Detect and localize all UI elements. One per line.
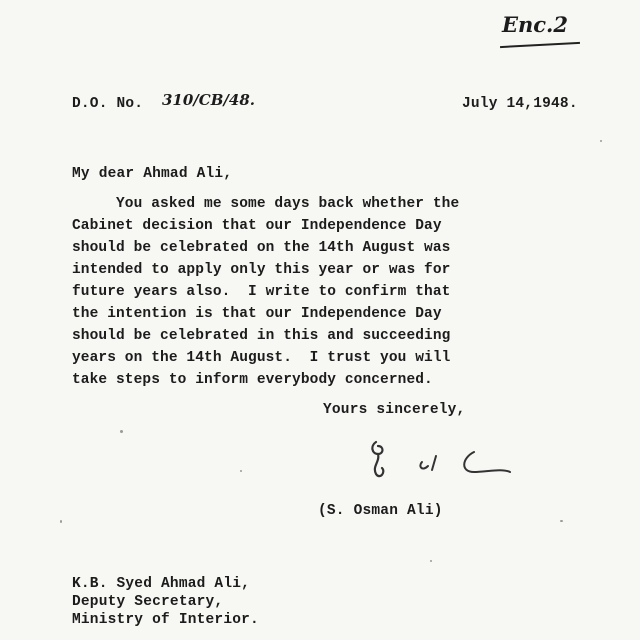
body-line: Cabinet decision that our Independence Day	[72, 218, 442, 234]
salutation: My dear Ahmad Ali,	[72, 166, 233, 182]
body-line: should be celebrated on the 14th August was	[72, 240, 451, 256]
closing: Yours sincerely,	[323, 402, 466, 418]
scan-speck	[60, 520, 62, 523]
body-line: future years also. I write to confirm that	[72, 284, 451, 300]
body-line: years on the 14th August. I trust you will	[72, 350, 451, 366]
reference-number: 310/CB/48.	[162, 91, 255, 109]
body-line: intended to apply only this year or was for	[72, 262, 451, 278]
scan-speck	[240, 470, 242, 472]
handwritten-signature	[362, 432, 522, 492]
signature-name: (S. Osman Ali)	[318, 503, 443, 519]
scan-speck	[600, 140, 602, 142]
scan-speck	[430, 560, 432, 562]
body-line: should be celebrated in this and succeeding	[72, 328, 451, 344]
handwritten-annotation: Enc.2	[502, 12, 568, 37]
body-line: the intention is that our Independence Day	[72, 306, 442, 322]
recipient-title: Deputy Secretary,	[72, 594, 224, 610]
scan-speck	[120, 430, 123, 433]
reference-label: D.O. No.	[72, 96, 144, 112]
scan-speck	[560, 520, 563, 522]
recipient-name: K.B. Syed Ahmad Ali,	[72, 576, 251, 592]
body-line: take steps to inform everybody concerned.	[72, 372, 433, 388]
body-line: You asked me some days back whether the	[72, 196, 460, 212]
recipient-ministry: Ministry of Interior.	[72, 612, 259, 628]
letter-date: July 14,1948.	[462, 96, 578, 112]
annotation-underline	[500, 42, 580, 48]
